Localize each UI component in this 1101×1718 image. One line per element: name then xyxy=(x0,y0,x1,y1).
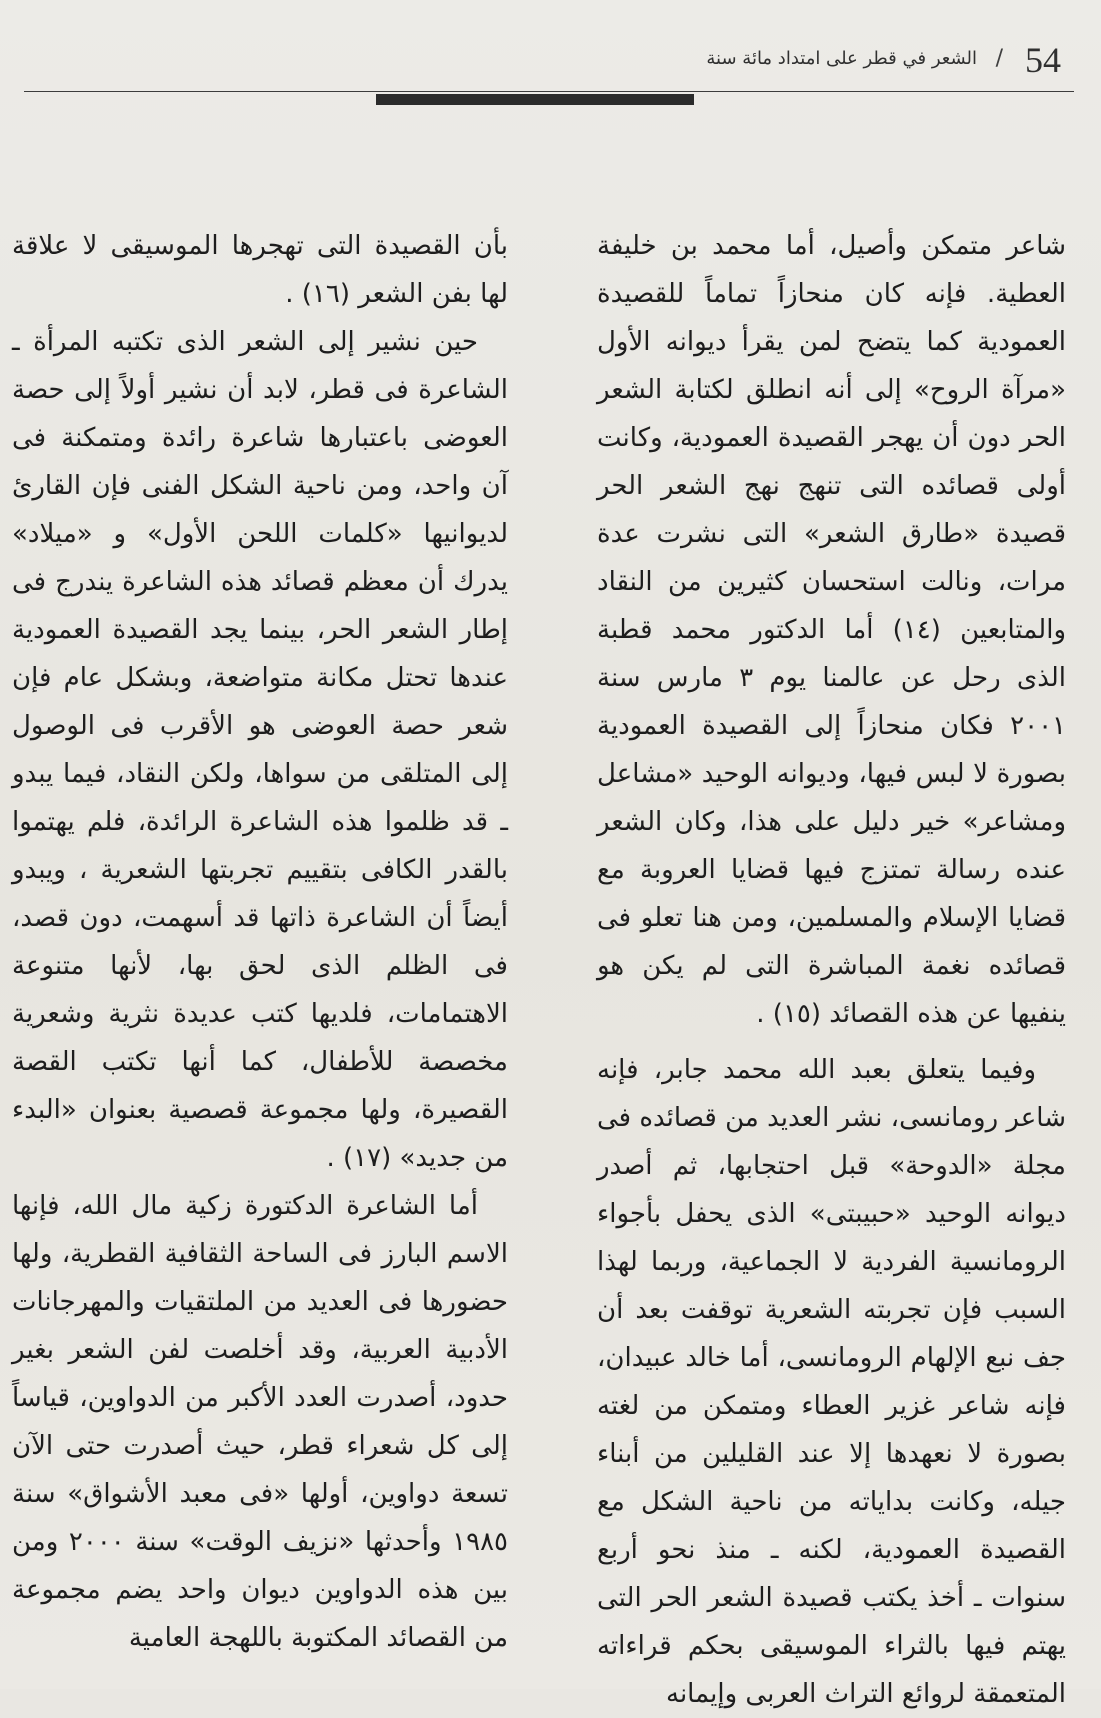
header-separator: / xyxy=(995,46,1003,71)
header-bar xyxy=(376,94,694,105)
right-paragraph-1: شاعر متمكن وأصيل، أما محمد بن خليفة العطية. فإنه كان منحازاً تماماً للقصيدة العمودية كما يتضح لمن يقرأ ديوانه الأول «مرآة الروح» إلى أنه انطلق لكتابة الشعر الحر دون أن يهجر القصيدة العمودية، وكانت أولى قصائده التى تنهج نهج الشعر الحر قصيدة «طارق الشعر» التى نشرت عدة مرات، ونالت استحسان كثيرين من النقاد والمتابعين (١٤) أما الدكتور محمد قطبة الذى رحل عن عالمنا يوم ٣ مارس سنة ٢٠٠١ فكان منحازاً إلى القصيدة العمودية بصورة لا لبس فيها، وديوانه الوحيد «مشاعل ومشاعر» خير دليل على هذا، وكان الشعر عنده رسالة تمتزج فيها قضايا العروبة مع قضايا الإسلام والمسلمين، ومن هنا تعلو فى قصائده نغمة المباشرة التى لم يكن هو ينفيها عن هذه القصائد (١٥) . xyxy=(597,231,1067,1029)
left-paragraph-1: بأن القصيدة التى تهجرها الموسيقى لا علاقة لها بفن الشعر (١٦) . xyxy=(12,231,508,309)
running-head: الشعر في قطر على امتداد مائة سنة xyxy=(706,48,977,69)
right-paragraph-2: وفيما يتعلق بعبد الله محمد جابر، فإنه شاعر رومانسى، نشر العديد من قصائده فى مجلة «الدوحة» قبل احتجابها، ثم أصدر ديوانه الوحيد «حبيبتى» الذى يحفل بأجواء الرومانسية الفردية لا الجماعية، وربما لهذا السبب فإن تجربته الشعرية توقفت بعد أن جف نبع الإلهام الرومانسى، أما خالد عبيدان، فإنه شاعر غزير العطاء ومتمكن من لغته بصورة لا نعهدها إلا عند القليلين من أبناء جيله، وكانت بداياته من ناحية الشكل مع القصيدة العمودية، لكنه ـ منذ نحو أربع سنوات ـ أخذ يكتب قصيدة الشعر الحر التى يهتم فيها بالثراء الموسيقى بحكم قراءاته المتعمقة لروائع التراث العربى وإيمانه xyxy=(597,1055,1066,1709)
header-rule xyxy=(24,91,1074,92)
page-header xyxy=(21,40,1061,88)
left-text-column xyxy=(12,222,508,1662)
paragraph-spacer xyxy=(597,1038,1066,1046)
left-paragraph-2: حين نشير إلى الشعر الذى تكتبه المرأة ـ الشاعرة فى قطر، لابد أن نشير أولاً إلى حصة العوضى باعتبارها شاعرة رائدة ومتمكنة فى آن واحد، ومن ناحية الشكل الفنى فإن القارئ لديوانيها «كلمات اللحن الأول» و «ميلاد» يدرك أن معظم قصائد هذه الشاعرة يندرج فى إطار الشعر الحر، بينما يجد القصيدة العمودية عندها تحتل مكانة متواضعة، وبشكل عام فإن شعر حصة العوضى هو الأقرب فى الوصول إلى المتلقى من سواها، ولكن النقاد، فيما يبدو ـ قد ظلموا هذه الشاعرة الرائدة، فلم يهتموا بالقدر الكافى بتقييم تجربتها الشعرية ، ويبدو أيضاً أن الشاعرة ذاتها قد أسهمت، دون قصد، فى الظلم الذى لحق بها، لأنها متنوعة الاهتمامات، فلديها كتب عديدة نثرية وشعرية مخصصة للأطفال، كما أنها تكتب القصة القصيرة، ولها مجموعة قصصية بعنوان «البدء من جديد» (١٧) . xyxy=(12,327,508,1173)
right-text-column xyxy=(597,222,1066,1718)
page-number: 54 xyxy=(1025,40,1061,80)
left-paragraph-3: أما الشاعرة الدكتورة زكية مال الله، فإنها الاسم البارز فى الساحة الثقافية القطرية، ولها حضورها فى العديد من الملتقيات والمهرجانات الأدبية العربية، وقد أخلصت لفن الشعر بغير حدود، أصدرت العدد الأكبر من الدواوين، قياساً إلى كل شعراء قطر، حيث أصدرت حتى الآن تسعة دواوين، أولها «فى معبد الأشواق» سنة ١٩٨٥ وأحدثها «نزيف الوقت» سنة ٢٠٠٠ ومن بين هذه الدواوين ديوان واحد يضم مجموعة من القصائد المكتوبة باللهجة العامية xyxy=(12,1191,508,1653)
